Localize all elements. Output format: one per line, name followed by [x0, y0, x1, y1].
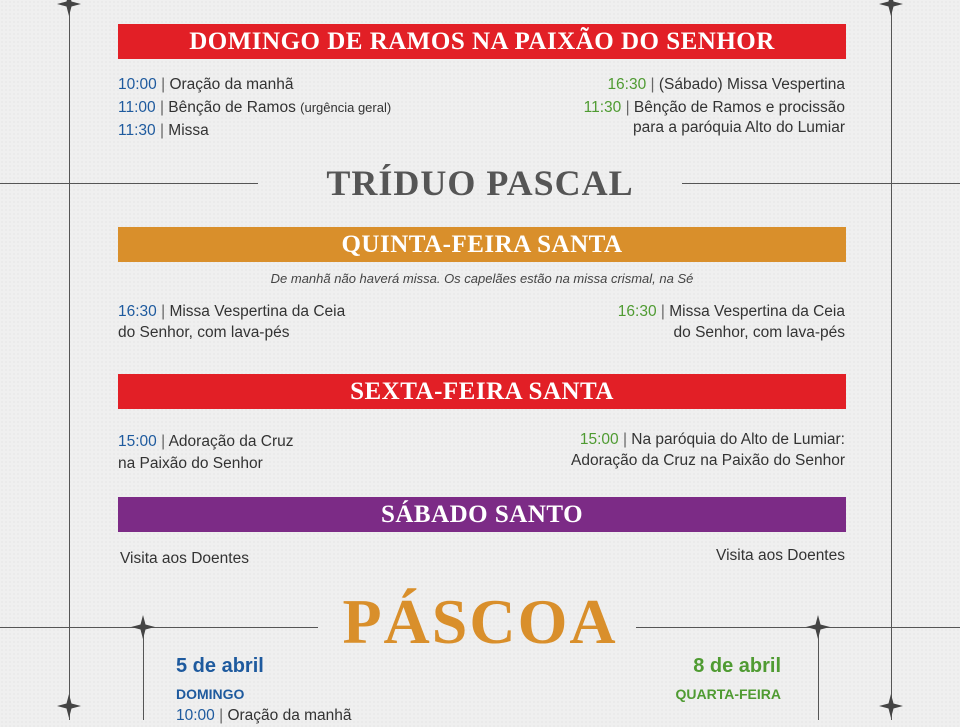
time: 16:30 — [607, 76, 647, 93]
ramos-left-row: 11:30 | Missa — [118, 122, 209, 139]
star-ornament-icon — [57, 694, 81, 718]
event-text: Missa — [168, 122, 209, 139]
time: 16:30 — [118, 303, 157, 320]
star-ornament-icon — [879, 694, 903, 718]
ramos-right-row: 16:30 | (Sábado) Missa Vespertina — [607, 76, 845, 93]
event-text: Adoração da Cruz — [168, 433, 294, 450]
pascoa-left-row: 10:00 | Oração da manhã — [176, 707, 352, 724]
sabado-right-text: Visita aos Doentes — [716, 547, 845, 564]
event-text: Oração da manhã — [169, 76, 294, 93]
event-text: (Sábado) Missa Vespertina — [658, 76, 845, 93]
sexta-left-continuation: na Paixão do Senhor — [118, 455, 263, 472]
banner-sabado-santo: SÁBADO SANTO — [118, 497, 846, 532]
time: 10:00 — [176, 707, 215, 724]
event-text: Oração da manhã — [227, 707, 352, 724]
sexta-right-row: 15:00 | Na paróquia do Alto de Lumiar: — [579, 431, 845, 448]
quinta-right-continuation: do Senhor, com lava-pés — [673, 324, 845, 341]
quinta-left-row: 16:30 | Missa Vespertina da Ceia — [118, 303, 346, 320]
triduo-pascal-heading: TRÍDUO PASCAL — [326, 163, 634, 203]
quinta-left-continuation: do Senhor, com lava-pés — [118, 324, 290, 341]
sexta-left-row: 15:00 | Adoração da Cruz — [118, 433, 294, 450]
ramos-right-continuation: para a paróquia Alto do Lumiar — [633, 119, 845, 136]
sexta-right-continuation: Adoração da Cruz na Paixão do Senhor — [570, 452, 845, 469]
time: 16:30 — [617, 303, 657, 320]
event-text: Bênção de Ramos e procissão — [633, 99, 845, 116]
pascoa-heading: PÁSCOA — [342, 586, 618, 657]
event-text: Missa Vespertina da Ceia — [169, 303, 346, 320]
pascoa-left-date: 5 de abril — [176, 655, 264, 677]
banner-quinta-feira: QUINTA-FEIRA SANTA — [118, 227, 846, 262]
pascoa-right-day: QUARTA-FEIRA — [675, 686, 781, 702]
banner-domingo-ramos: DOMINGO DE RAMOS NA PAIXÃO DO SENHOR — [118, 24, 846, 59]
ramos-left-row: 11:00 | Bênção de Ramos (urgência geral) — [118, 99, 392, 116]
event-text: Missa Vespertina da Ceia — [669, 303, 845, 320]
event-text: Bênção de Ramos — [168, 99, 296, 116]
sabado-left-text: Visita aos Doentes — [120, 550, 249, 567]
star-ornament-icon — [57, 0, 81, 16]
pascoa-right-date: 8 de abril — [693, 655, 781, 677]
event-extra: (urgência geral) — [300, 100, 392, 115]
ramos-left-row: 10:00 | Oração da manhã — [118, 76, 294, 93]
time: 10:00 — [118, 76, 157, 93]
quinta-note: De manhã não haverá missa. Os capelães estão na missa crismal, na Sé — [270, 271, 694, 286]
event-text: Na paróquia do Alto de Lumiar: — [631, 431, 845, 448]
pascoa-left-day: DOMINGO — [176, 686, 245, 702]
time: 11:00 — [118, 99, 156, 116]
ramos-right-row: 11:30 | Bênção de Ramos e procissão — [583, 99, 845, 116]
banner-sexta-feira: SEXTA-FEIRA SANTA — [118, 374, 846, 409]
quinta-right-row: 16:30 | Missa Vespertina da Ceia — [617, 303, 845, 320]
time: 11:30 — [583, 99, 622, 116]
star-ornament-icon — [879, 0, 903, 16]
time: 11:30 — [118, 122, 156, 139]
time: 15:00 — [118, 433, 157, 450]
time: 15:00 — [579, 431, 619, 448]
